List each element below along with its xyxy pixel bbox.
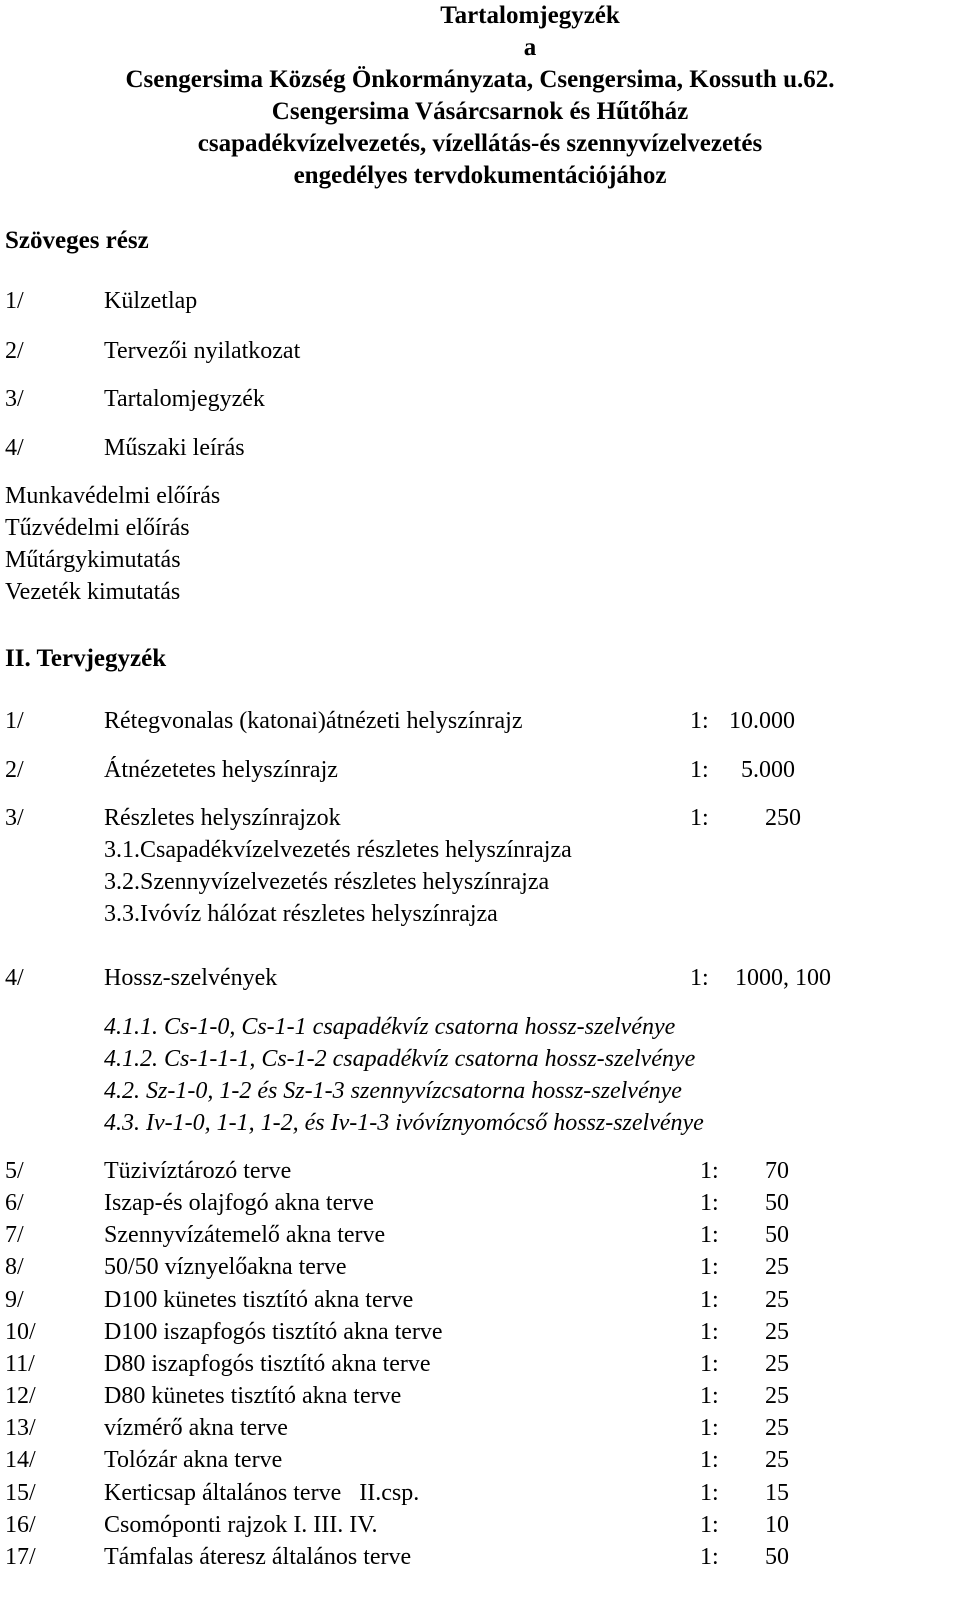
section-heading-text: Szöveges rész (5, 227, 149, 254)
text-item-num: 2/ (5, 338, 24, 364)
plan-num: 17/ (5, 1544, 36, 1570)
plan-scale-prefix: 1: (700, 1447, 719, 1473)
plan-num: 9/ (5, 1287, 24, 1313)
text-item-num: 1/ (5, 288, 24, 314)
plan-label: Támfalas áteresz általános terve (104, 1544, 412, 1570)
plan-num: 16/ (5, 1512, 36, 1538)
plan-scale: 25 (765, 1447, 789, 1473)
plan-scale-prefix: 1: (700, 1222, 719, 1248)
section-heading-plans: II. Tervjegyzék (5, 645, 167, 672)
plan-label: D80 iszapfogós tisztító akna terve (104, 1351, 431, 1377)
plan-scale: 50 (765, 1222, 789, 1248)
plan-label: Tüzivíztározó terve (104, 1158, 292, 1184)
plan-scale-prefix: 1: (690, 805, 709, 831)
plan-scale: 10 (765, 1512, 789, 1538)
text-item-label: Műszaki leírás (104, 435, 245, 461)
plan-num: 11/ (5, 1351, 35, 1377)
plan-num: 10/ (5, 1319, 36, 1345)
plan-num: 13/ (5, 1415, 36, 1441)
plan-label: Tolózár akna terve (104, 1447, 283, 1473)
text-subitem: Műtárgykimutatás (5, 547, 181, 573)
plan-label: Iszap-és olajfogó akna terve (104, 1190, 374, 1216)
plan-scale: 70 (765, 1158, 789, 1184)
doc-title-purpose: engedélyes tervdokumentációjához (293, 162, 667, 189)
plan-num: 3/ (5, 805, 24, 831)
plan-scale-prefix: 1: (700, 1254, 719, 1280)
plan-detail: 3.3.Ivóvíz hálózat részletes helyszínrajza (104, 901, 498, 927)
plan-scale-prefix: 1: (700, 1158, 719, 1184)
plan-scale-prefix: 1: (690, 965, 709, 991)
plan-label: D100 iszapfogós tisztító akna terve (104, 1319, 443, 1345)
plan-scale-prefix: 1: (690, 757, 709, 783)
text-item-label: Tervezői nyilatkozat (104, 338, 301, 364)
plan-scale: 10.000 (729, 708, 795, 734)
plan-label: D100 künetes tisztító akna terve (104, 1287, 414, 1313)
plan-num: 8/ (5, 1254, 24, 1280)
plan-scale-prefix: 1: (700, 1190, 719, 1216)
plan-scale: 25 (765, 1287, 789, 1313)
plan-label: vízmérő akna terve (104, 1415, 288, 1441)
profile-detail: 4.1.2. Cs-1-1-1, Cs-1-2 csapadékvíz csatorna hossz-szelvénye (104, 1046, 696, 1072)
doc-title: Tartalomjegyzék (440, 2, 620, 29)
plan-num: 1/ (5, 708, 24, 734)
text-subitem: Tűzvédelmi előírás (5, 515, 190, 541)
doc-title-a: a (523, 34, 537, 61)
plan-scale: 25 (765, 1351, 789, 1377)
plan-scale-prefix: 1: (700, 1319, 719, 1345)
text-item-num: 4/ (5, 435, 24, 461)
plan-scale: 5.000 (741, 757, 795, 783)
plan-scale: 25 (765, 1254, 789, 1280)
plan-label: Rétegvonalas (katonai)átnézeti helyszínrajz (104, 708, 523, 734)
doc-title-scope: csapadékvízelvezetés, vízellátás-és szennyvízelvezetés (197, 130, 763, 157)
plan-scale-prefix: 1: (700, 1415, 719, 1441)
plan-num: 5/ (5, 1158, 24, 1184)
plan-scale-prefix: 1: (700, 1287, 719, 1313)
plan-label: Kerticsap általános terve II.csp. (104, 1480, 420, 1506)
plan-scale: 1000, 100 (735, 965, 831, 991)
doc-title-project: Csengersima Vásárcsarnok és Hűtőház (271, 98, 689, 125)
text-item-label: Külzetlap (104, 288, 198, 314)
plan-detail: 3.2.Szennyvízelvezetés részletes helyszínrajza (104, 869, 550, 895)
plan-num: 12/ (5, 1383, 36, 1409)
plan-scale-prefix: 1: (700, 1512, 719, 1538)
plan-label: Átnézetetes helyszínrajz (104, 757, 338, 783)
plan-label: D80 künetes tisztító akna terve (104, 1383, 402, 1409)
doc-title-client: Csengersima Község Önkormányzata, Csengersima, Kossuth u.62. (125, 66, 835, 93)
plan-scale-prefix: 1: (700, 1544, 719, 1570)
plan-label: Szennyvízátemelő akna terve (104, 1222, 386, 1248)
plan-scale-prefix: 1: (700, 1351, 719, 1377)
plan-num: 4/ (5, 965, 24, 991)
text-subitem: Vezeték kimutatás (5, 579, 181, 605)
plan-scale: 250 (765, 805, 801, 831)
plan-num: 15/ (5, 1480, 36, 1506)
profile-detail: 4.1.1. Cs-1-0, Cs-1-1 csapadékvíz csatorna hossz-szelvénye (104, 1014, 676, 1040)
plan-label: Részletes helyszínrajzok (104, 805, 341, 831)
plan-scale: 25 (765, 1383, 789, 1409)
plan-num: 7/ (5, 1222, 24, 1248)
plan-scale-prefix: 1: (700, 1480, 719, 1506)
plan-scale: 25 (765, 1415, 789, 1441)
plan-label: Hossz-szelvények (104, 965, 278, 991)
plan-scale: 25 (765, 1319, 789, 1345)
plan-scale-prefix: 1: (690, 708, 709, 734)
text-subitem: Munkavédelmi előírás (5, 483, 221, 509)
plan-num: 14/ (5, 1447, 36, 1473)
plan-label: Csomóponti rajzok I. III. IV. (104, 1512, 378, 1538)
profile-detail: 4.2. Sz-1-0, 1-2 és Sz-1-3 szennyvízcsatorna hossz-szelvénye (104, 1078, 682, 1104)
text-item-label: Tartalomjegyzék (104, 386, 265, 412)
plan-scale-prefix: 1: (700, 1383, 719, 1409)
plan-detail: 3.1.Csapadékvízelvezetés részletes helyszínrajza (104, 837, 572, 863)
plan-num: 6/ (5, 1190, 24, 1216)
plan-scale: 15 (765, 1480, 789, 1506)
plan-scale: 50 (765, 1544, 789, 1570)
plan-num: 2/ (5, 757, 24, 783)
plan-scale: 50 (765, 1190, 789, 1216)
text-item-num: 3/ (5, 386, 24, 412)
plan-label: 50/50 víznyelőakna terve (104, 1254, 347, 1280)
profile-detail: 4.3. Iv-1-0, 1-1, 1-2, és Iv-1-3 ivóvíznyomócső hossz-szelvénye (104, 1110, 704, 1136)
